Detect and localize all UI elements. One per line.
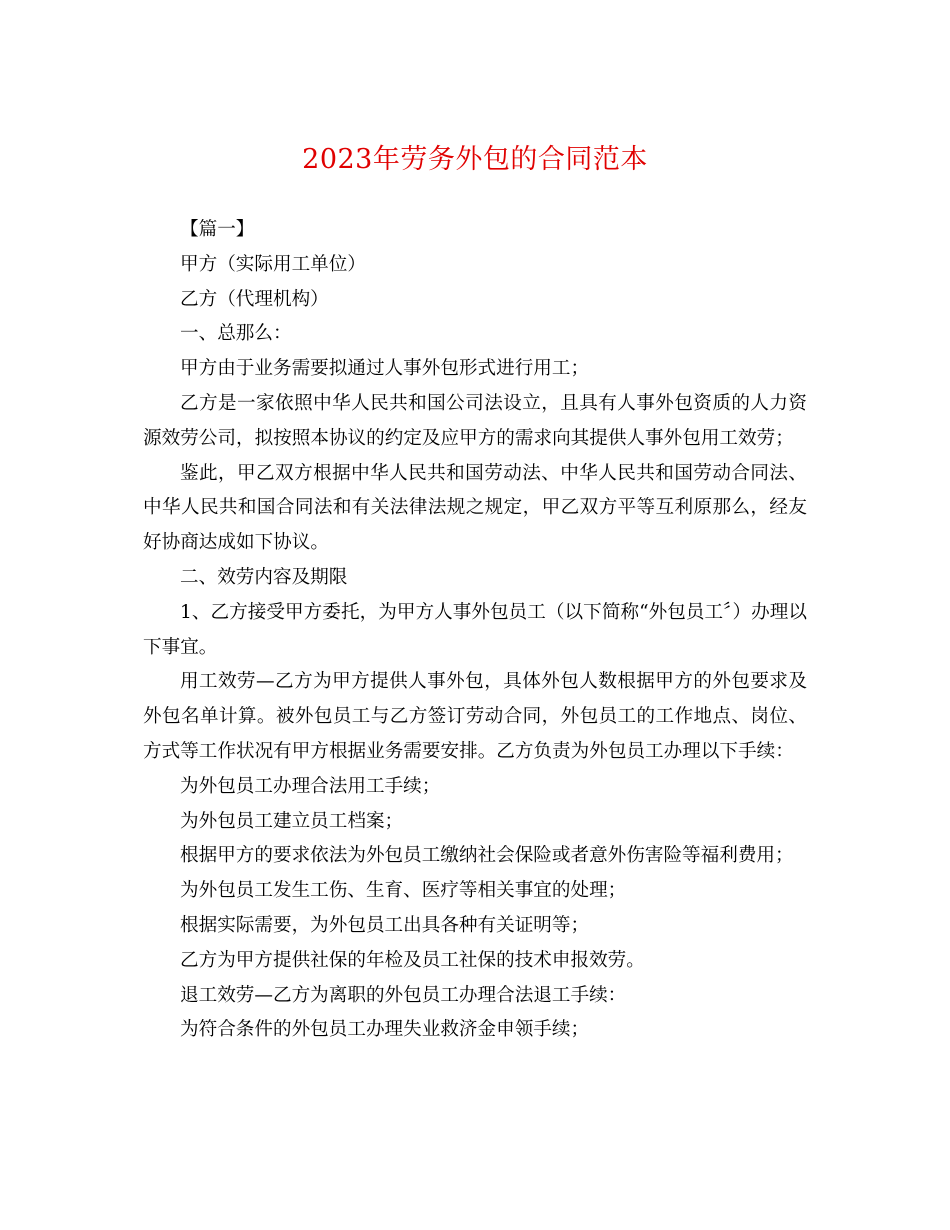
document-body	[143, 213, 807, 1048]
document-title: 2023年劳务外包的合同范本	[302, 144, 648, 175]
paragraph: 为符合条件的外包员工办理失业救济金申领手续；	[180, 1019, 590, 1041]
paragraph: 退工效劳—乙方为离职的外包员工办理合法退工手续：	[180, 984, 627, 1006]
paragraph: 1、乙方接受甲方委托，为甲方人事外包员工（以下简称“外包员工〞）办理以下事宜。	[143, 601, 807, 658]
paragraph: 为外包员工发生工伤、生育、医疗等相关事宜的处理；	[180, 880, 627, 902]
paragraph: 乙方为甲方提供社保的年检及员工社保的技术申报效劳。	[180, 949, 645, 971]
paragraph: 根据实际需要，为外包员工出具各种有关证明等；	[180, 914, 590, 936]
paragraph: 为外包员工办理合法用工手续；	[180, 775, 441, 797]
paragraph-service-heading: 二、效劳内容及期限	[180, 566, 348, 588]
paragraph: 为外包员工建立员工档案；	[180, 810, 404, 832]
paragraph-general-heading: 一、总那么：	[180, 323, 292, 345]
paragraph: 鉴此，甲乙双方根据中华人民共和国劳动法、中华人民共和国劳动合同法、中华人民共和国合同法和有关法律法规之规定，甲乙双方平等互利原那么，经友好协商达成如下协议。	[143, 462, 807, 554]
paragraph: 根据甲方的要求依法为外包员工缴纳社会保险或者意外伤害险等福利费用；	[180, 845, 794, 867]
paragraph-party-a: 甲方（实际用工单位）	[180, 253, 366, 275]
paragraph-party-b: 乙方（代理机构）	[180, 288, 329, 310]
paragraph: 用工效劳—乙方为甲方提供人事外包，具体外包人数根据甲方的外包要求及外包名单计算。被外包员工与乙方签订劳动合同，外包员工的工作地点、岗位、方式等工作状况有甲方根据业务需要安排。乙方负责为外包员工办理以下手续：	[143, 671, 807, 762]
paragraph: 甲方由于业务需要拟通过人事外包形式进行用工；	[180, 358, 590, 380]
paragraph-section-heading: 【篇一】	[180, 219, 255, 240]
paragraph: 乙方是一家依照中华人民共和国公司法设立，且具有人事外包资质的人力资源效劳公司，拟按照本协议的约定及应甲方的需求向其提供人事外包用工效劳；	[143, 392, 807, 449]
